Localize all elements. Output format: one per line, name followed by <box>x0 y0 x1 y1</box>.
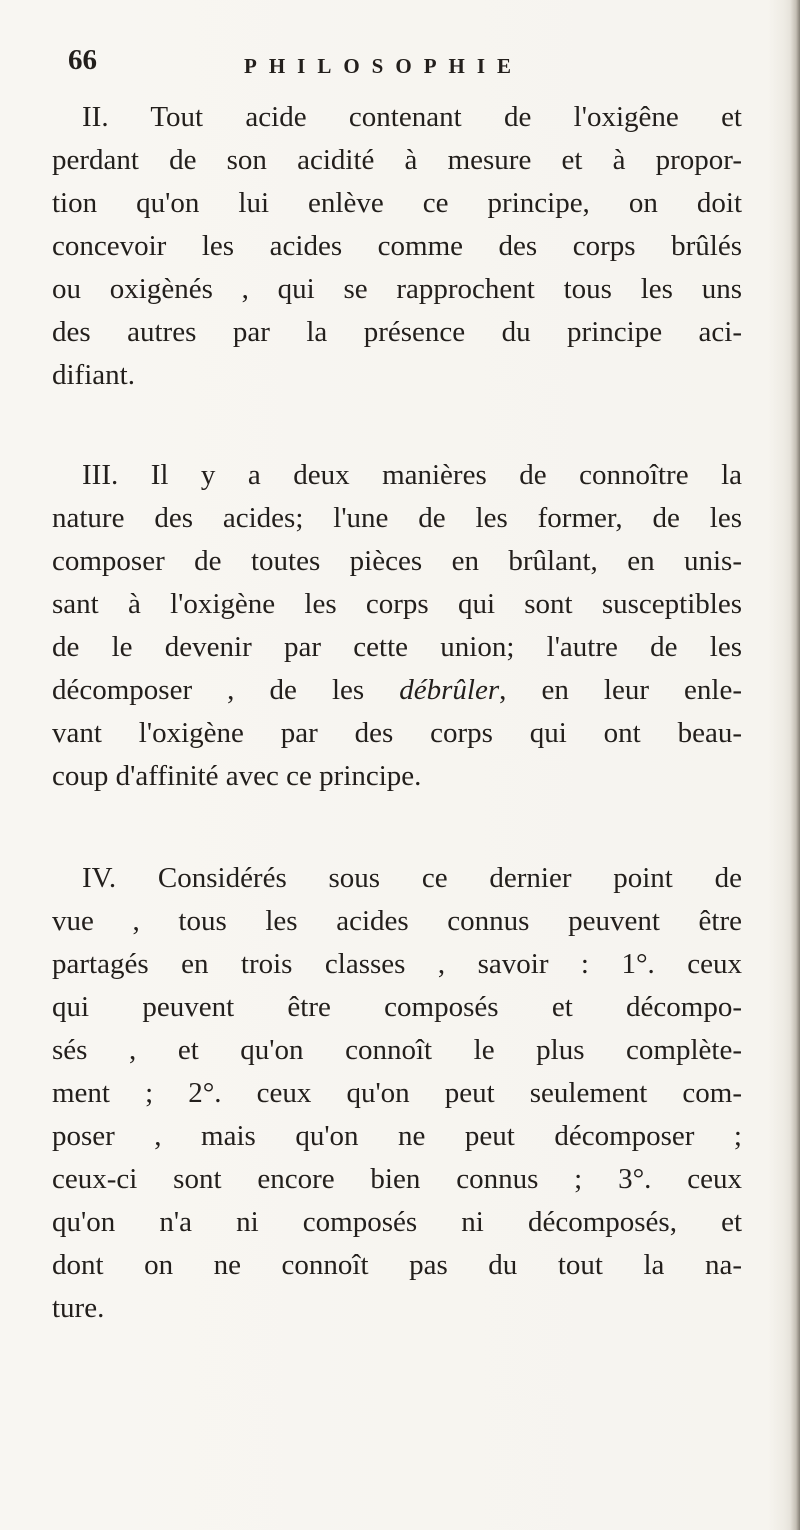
body-text <box>52 96 742 1330</box>
text-line: qu'on n'a ni composés ni décomposés, et <box>52 1206 742 1238</box>
text-line: ment ; 2°. ceux qu'on peut seulement com- <box>52 1077 742 1109</box>
text-line: des autres par la présence du principe aci- <box>52 316 742 348</box>
text-line: ou oxigènés , qui se rapprochent tous les uns <box>52 273 742 305</box>
paragraph-ii <box>52 96 742 397</box>
paragraph-gap <box>52 798 742 857</box>
text-line: poser , mais qu'on ne peut décomposer ; <box>52 1120 742 1152</box>
text-line: coup d'affinité avec ce principe. <box>52 760 422 792</box>
page-edge-shadow <box>790 0 800 1530</box>
text-line: II. Tout acide contenant de l'oxigêne et <box>82 101 742 133</box>
text-line: vue , tous les acides connus peuvent être <box>52 905 742 937</box>
text-line: de le devenir par cette union; l'autre de les <box>52 631 742 663</box>
paragraph-iv <box>52 857 742 1330</box>
text-line: vant l'oxigène par des corps qui ont beau- <box>52 717 742 749</box>
text-line: IV. Considérés sous ce dernier point de <box>82 862 742 894</box>
page-header <box>68 44 728 84</box>
text-line: perdant de son acidité à mesure et à propor- <box>52 144 742 176</box>
text-segment: décomposer , de les <box>52 674 400 706</box>
text-line: sant à l'oxigène les corps qui sont susceptibles <box>52 588 742 620</box>
text-segment: , en leur enle- <box>499 674 743 706</box>
text-line: tion qu'on lui enlève ce principe, on doit <box>52 187 742 219</box>
running-title: PHILOSOPHIE <box>244 54 524 78</box>
text-line: concevoir les acides comme des corps brûlés <box>52 230 742 262</box>
text-line: partagés en trois classes , savoir : 1°. ceux <box>52 948 742 980</box>
text-line: difiant. <box>52 359 135 391</box>
text-line: qui peuvent être composés et décompo- <box>52 991 742 1023</box>
text-line: nature des acides; l'une de les former, de les <box>52 502 742 534</box>
text-line: composer de toutes pièces en brûlant, en unis- <box>52 545 742 577</box>
text-line: sés , et qu'on connoît le plus complète- <box>52 1034 742 1066</box>
emphasized-word: débrûler <box>399 674 500 706</box>
text-line: III. Il y a deux manières de connoître la <box>82 459 742 491</box>
paragraph-gap <box>52 397 742 454</box>
text-line: ceux-ci sont encore bien connus ; 3°. ceux <box>52 1163 742 1195</box>
text-line-with-emphasis <box>52 669 742 712</box>
text-line: dont on ne connoît pas du tout la na- <box>52 1249 742 1281</box>
paragraph-iii <box>52 454 742 798</box>
text-line: ture. <box>52 1292 105 1324</box>
page-number: 66 <box>68 44 97 76</box>
